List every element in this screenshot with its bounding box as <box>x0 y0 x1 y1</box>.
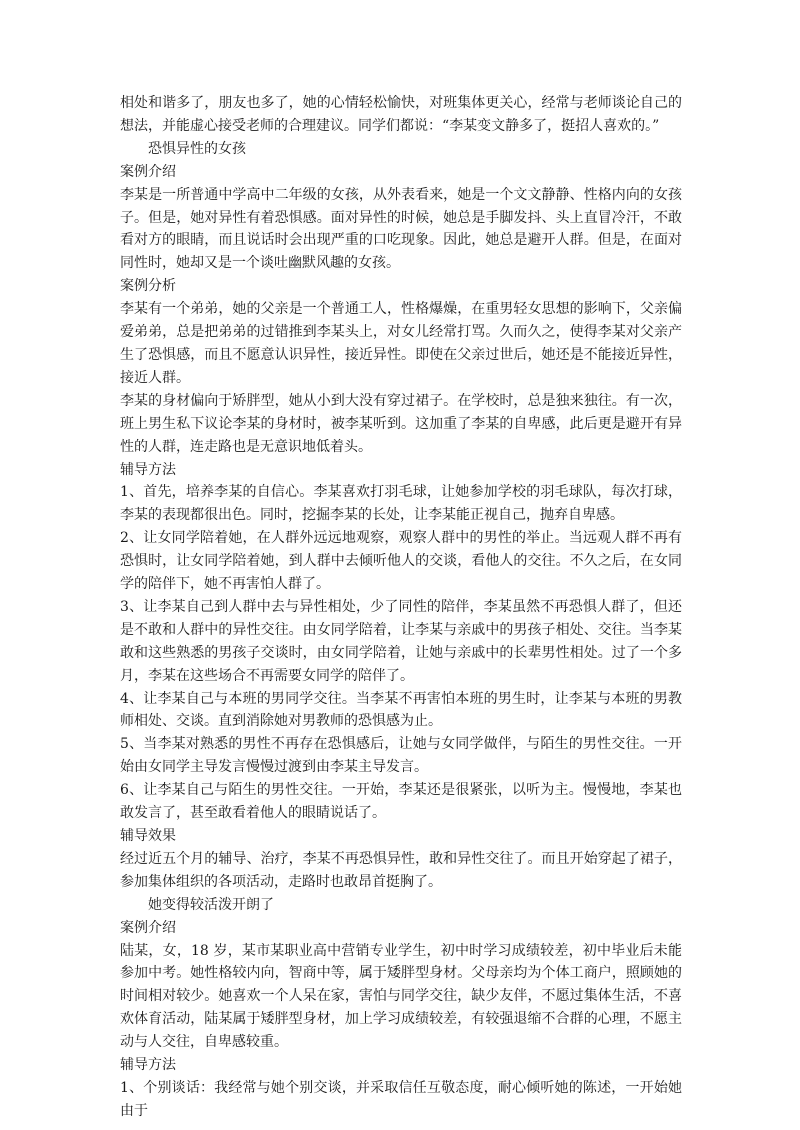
list-item-method-2: 2、让女同学陪着她，在人群外远远地观察，观察人群中的男性的举止。当远观人群不再有恐惧时，让女同学陪着她，到人群中去倾听他人的交谈，看他人的交往。不久之后，在女同学的陪伴下，她不再害怕人群了。 <box>120 530 682 593</box>
list-item-method-1: 1、首先，培养李某的自信心。李某喜欢打羽毛球，让她参加学校的羽毛球队，每次打球，李某的表现都很出色。同时，挖掘李某的长处，让李某能正视自己，抛弃自卑感。 <box>120 484 682 524</box>
heading-counseling-methods: 辅导方法 <box>120 461 176 478</box>
list-item-method-6: 6、让李某自己与陌生的男性交往。一开始，李某还是很紧张，以听为主。慢慢地，李某也敢发言了，甚至敢看着他人的眼睛说话了。 <box>120 782 682 822</box>
paragraph-case-analysis-family: 李某有一个弟弟，她的父亲是一个普通工人，性格爆燥，在重男轻女思想的影响下，父亲偏爱弟弟，总是把弟弟的过错推到李某头上，对女儿经常打骂。久而久之，使得李某对父亲产生了恐惧感，而且不愿意认识异性，接近异性。即使在父亲过世后，她还是不能接近异性，接近人群。 <box>120 301 682 386</box>
paragraph-counseling-results: 经过近五个月的辅导、治疗，李某不再恐惧异性，敢和异性交往了。而且开始穿起了裙子，参加集体组织的各项活动，走路时也敢昂首挺胸了。 <box>120 850 682 890</box>
document-page <box>120 92 682 1123</box>
list-item-method-2-1: 1、个别谈话：我经常与她个别交谈，并采取信任互敬态度，耐心倾听她的陈述，一开始她由于 <box>120 1079 682 1119</box>
paragraph-intro-continuation: 相处和谐多了，朋友也多了，她的心情轻松愉快，对班集体更关心，经常与老师谈论自己的想法，并能虚心接受老师的合理建议。同学们都说：“李某变文静多了，挺招人喜欢的。” <box>120 95 682 134</box>
list-item-method-3: 3、让李某自己到人群中去与异性相处，少了同性的陪伴，李某虽然不再恐惧人群了，但还是不敢和人群中的异性交往。由女同学陪着，让李某与亲戚中的男孩子相处、交往。当李某敢和这些熟悉的男孩子交谈时，由女同学陪着，让她与亲戚中的长辈男性相处。过了一个多月，李某在这些场合不再需要女同学的陪伴了。 <box>120 598 682 684</box>
section-title-more-lively: 她变得较活泼开朗了 <box>148 896 274 913</box>
heading-counseling-results: 辅导效果 <box>120 828 176 844</box>
list-item-method-4: 4、让李某自己与本班的男同学交往。当李某不再害怕本班的男生时，让李某与本班的男教师相处、交谈。直到消除她对男教师的恐惧感为止。 <box>120 690 682 730</box>
heading-case-introduction: 案例介绍 <box>120 163 176 180</box>
list-item-method-5: 5、当李某对熟悉的男性不再存在恐惧感后，让她与女同学做伴，与陌生的男性交往。一开始由女同学主导发言慢慢过渡到由李某主导发言。 <box>120 736 682 776</box>
heading-case-introduction-2: 案例介绍 <box>120 919 176 936</box>
paragraph-case-introduction: 李某是一所普通中学高中二年级的女孩，从外表看来，她是一个文文静静、性格内向的女孩子。但是，她对异性有着恐惧感。面对异性的时候，她总是手脚发抖、头上直冒冷汗，不敢看对方的眼睛，而且说话时会出现严重的口吃现象。因此，她总是避开人群。但是，在面对同性时，她却又是一个谈吐幽默风趣的女孩。 <box>120 186 682 272</box>
heading-counseling-methods-2: 辅导方法 <box>120 1057 176 1074</box>
paragraph-case-analysis-body: 李某的身材偏向于矫胖型，她从小到大没有穿过裙子。在学校时，总是独来独往。有一次，班上男生私下议论李某的身材时，被李某听到。这加重了李某的自卑感，此后更是避开有异性的人群，连走路也是无意识地低着头。 <box>120 392 682 455</box>
paragraph-case-introduction-2: 陆某，女，18 岁，某市某职业高中营销专业学生，初中时学习成绩较差，初中毕业后未能参加中考。她性格较内向，智商中等，属于矮胖型身材。父母亲均为个体工商户，照顾她的时间相对较少。她喜欢一个人呆在家，害怕与同学交往，缺少友伴，不愿过集体生活，不喜欢体育活动，陆某属于矮胖型身材，加上学习成绩较差，有较强退缩不合群的心理，不愿主动与人交往，自卑感较重。 <box>120 942 682 1051</box>
heading-case-analysis: 案例分析 <box>120 278 176 295</box>
section-title-fear-of-opposite-sex: 恐惧异性的女孩 <box>148 140 246 157</box>
